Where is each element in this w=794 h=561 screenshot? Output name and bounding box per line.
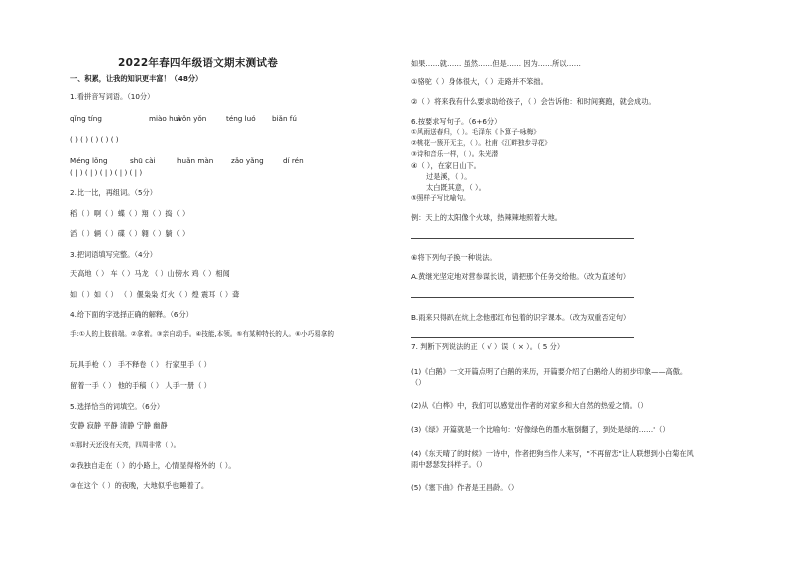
page-title: 2022年春四年级语文期末测试卷 [118, 57, 279, 69]
pinyin-item: téng luó [226, 114, 256, 123]
rewrite-sentence: A.黄继光坚定地对营参谋长说，请把那个任务交给他。（改为直述句） [411, 272, 631, 281]
q6-heading: 6.按要求写句子。（6+6分） [411, 117, 502, 126]
pinyin-item: zǎo yǎng [231, 156, 264, 165]
q3-heading: 3.把词语填写完整。（4分） [70, 250, 157, 259]
poem-line: ③诗和音乐一样，（ ）。朱光潜 [411, 150, 499, 158]
connector-sentence: ①骆驼（ ）身体很大，（ ）走路并不笨拙。 [411, 77, 548, 86]
q3-row: 如（ ）如（ ） （ ）偃枭枭 灯火（ ）煌 震耳（ ）聋 [70, 290, 240, 299]
pinyin-item: Méng lǒng [70, 156, 108, 165]
pinyin-item: qǐng tíng [70, 114, 102, 123]
connector-words: 如果……就…… 虽然……但是…… 因为……所以…… [411, 59, 581, 68]
pinyin-item: dí rén [283, 156, 304, 165]
poem-line: ②桃花一簇开无主，（ ）。杜甫《江畔独步寻花》 [411, 139, 551, 147]
q5-words: 安静 寂静 平静 清静 宁静 幽静 [70, 421, 168, 430]
q5-heading: 5.选择恰当的词填空。（6分） [70, 402, 165, 411]
q5-sentence: ③在这个（ ）的夜晚，大地似乎也睡着了。 [70, 481, 209, 490]
judge-item: （） [411, 378, 426, 387]
poem-line: ④（ ），在家日山下。 [411, 161, 481, 170]
judge-item: (3)《绿》开篇就是一个比喻句：'好像绿色的墨水瓶倒翻了，到处是绿的……'（） [411, 425, 670, 434]
q4-row: 玩具手枪（ ） 手不释卷（ ） 行家里手（ ） [70, 360, 211, 369]
answer-line [411, 297, 634, 298]
q2-heading: 2.比一比，再组词。（5分） [70, 188, 157, 197]
answer-brackets: ( | ) ( | ) ( | ) ( | ) ( | ) [70, 168, 143, 177]
pinyin-item: biǎn fú [272, 114, 297, 123]
section-heading: 一、积累，让我的知识更丰富！（48分） [70, 74, 203, 83]
judge-item: 雨中瑟瑟发抖样子。（） [411, 460, 487, 469]
q3-row: 天高地（ ） 车（ ）马龙 （ ）山傍水 鸡（ ）相闻 [70, 269, 230, 278]
answer-line [411, 337, 634, 338]
answer-brackets: ( ) ( ) ( ) ( ) ( ) [70, 135, 119, 144]
pinyin-item: huǎn màn [177, 156, 214, 165]
judge-item: (5)《塞下曲》作者是王昌龄。（） [411, 483, 519, 492]
q7-heading: 7. 判断下列说法的正（ √ ）误（ × ）。（ 5 分） [411, 342, 565, 351]
rewrite-sentence: B.雨来只得趴在炕上念他那红布包着的识字课本。（改为双重否定句） [411, 313, 631, 322]
q5-sentence: ②我独自走在（ ）的小路上，心情显得格外的（ ）。 [70, 461, 236, 470]
poem-line: ①风雨送春归，（ ）。毛泽东《卜算子·咏梅》 [411, 128, 540, 136]
q2-row: 稻（ ）啊（ ）蝶（ ）翔（ ）捣（ ） [70, 209, 190, 218]
example-sentence: 例：天上的太阳像个火球，热辣辣地照着大地。 [411, 213, 562, 222]
q4-row: 留着一手（ ） 他的手稿（ ） 人手一册（ ） [70, 381, 211, 390]
judge-item: (2)从《白桦》中，我们可以感觉出作者的对家乡和大自然的热爱之情。（） [411, 401, 648, 410]
judge-item: (1)《白鹅》一文开篇点明了白鹅的来历，开篇要介绍了白鹅给人的初步印象——高傲。 [411, 367, 688, 376]
q4-definitions: 手:①人的上肢前端。②拿着。③亲自动手。④技能,本领。⑤有某种特长的人。⑥小巧易拿的 [70, 330, 334, 338]
pinyin-item: shū cài [130, 156, 156, 165]
connector-sentence: ②（ ）将来我有什么要求助给孩子，（ ）会告诉他：和时间赛跑，就会成功。 [411, 97, 656, 106]
q2-row: 滔（ ）辆（ ）碟（ ）翱（ ）躺（ ） [70, 229, 190, 238]
judge-item: (4)《东天晴了的时候》一诗中，作者把狗当作人来写，"不再留恋"让人联想到小白菊在风 [411, 449, 694, 458]
pinyin-item: miào huì [149, 114, 181, 123]
poem-line: 太白既其意，（ ）。 [426, 183, 486, 192]
q5-sentence: ①那时天还没有天亮，四周非常（ ）。 [70, 441, 181, 449]
poem-line: ⑤照样子写比喻句。 [411, 194, 470, 202]
answer-line [411, 238, 634, 239]
q6-subheading: ⑥将下列句子换一种说法。 [411, 253, 497, 262]
q1-heading: 1.看拼音写词语。（10分） [70, 92, 155, 101]
poem-line: 过是溪，（ ）。 [426, 172, 472, 181]
pinyin-item: wǒn yǒn [176, 114, 207, 123]
q4-heading: 4.给下面的字选择正确的解释。（6分） [70, 310, 193, 319]
